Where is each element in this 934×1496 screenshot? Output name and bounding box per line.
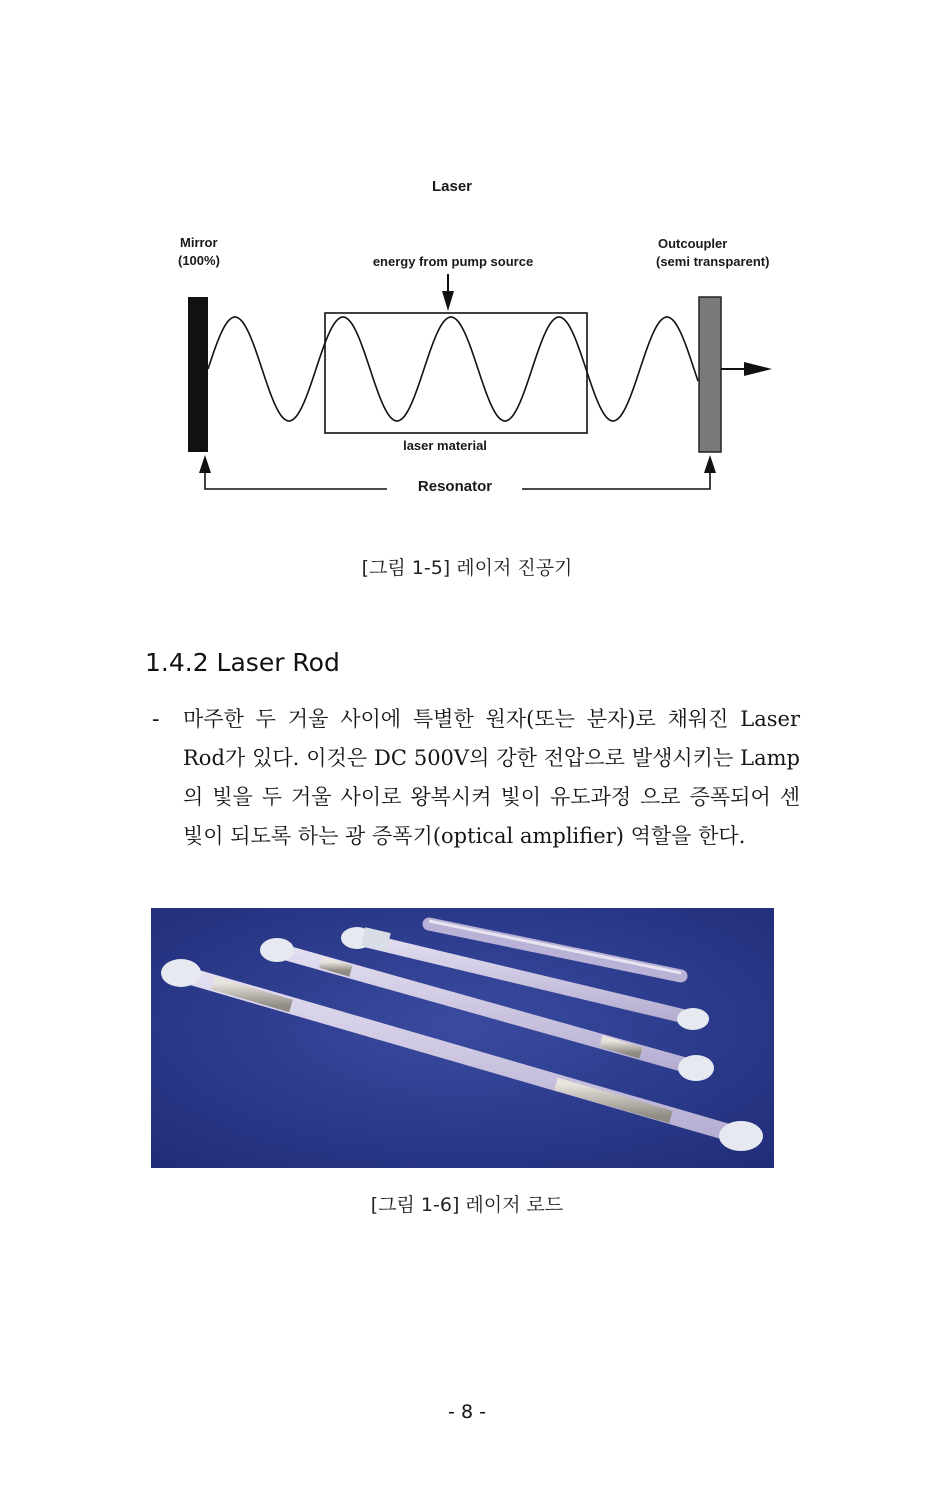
resonator-bracket-left: [205, 469, 387, 489]
laser-rod-photo: [151, 908, 774, 1168]
light-wave: [208, 317, 698, 421]
outcoupler-description-label: (semi transparent): [656, 254, 770, 269]
laser-material-box: [325, 313, 587, 433]
page-number: - 8 -: [448, 1401, 486, 1423]
photo-background: [151, 908, 774, 1168]
laser-resonator-diagram: [150, 165, 790, 510]
pump-arrow-head: [442, 291, 454, 311]
section-heading: 1.4.2 Laser Rod: [145, 648, 340, 677]
resonator-arrow-right: [704, 455, 716, 473]
mirror-label: Mirror: [180, 235, 218, 250]
outcoupler-label: Outcoupler: [658, 236, 728, 251]
resonator-arrow-left: [199, 455, 211, 473]
bullet-marker: -: [152, 707, 160, 732]
resonator-label: Resonator: [417, 478, 493, 495]
figure-caption-1-6: [그림 1-6] 레이저 로드: [370, 1194, 564, 1216]
output-arrow-head: [744, 362, 772, 376]
outcoupler: [699, 297, 721, 452]
pump-energy-label: energy from pump source: [372, 254, 534, 269]
mirror-reflectivity-label: (100%): [178, 253, 220, 268]
diagram-title: Laser: [431, 178, 473, 195]
mirror: [188, 297, 208, 452]
figure-caption-1-5: [그림 1-5] 레이저 진공기: [361, 557, 573, 579]
resonator-bracket-right: [522, 469, 710, 489]
body-paragraph: 마주한 두 거울 사이에 특별한 원자(또는 분자)로 채워진 Laser Rod가 있다. 이것은 DC 500V의 강한 전압으로 발생시키는 Lamp의 빛을 두 거울 사이로 왕복시켜 빛이 유도과정 으로 증폭되어 센 빛이 되도록 하는 광 증폭기(optical amplifier) 역할을 한다.: [183, 707, 800, 848]
laser-material-label: laser material: [403, 438, 487, 453]
